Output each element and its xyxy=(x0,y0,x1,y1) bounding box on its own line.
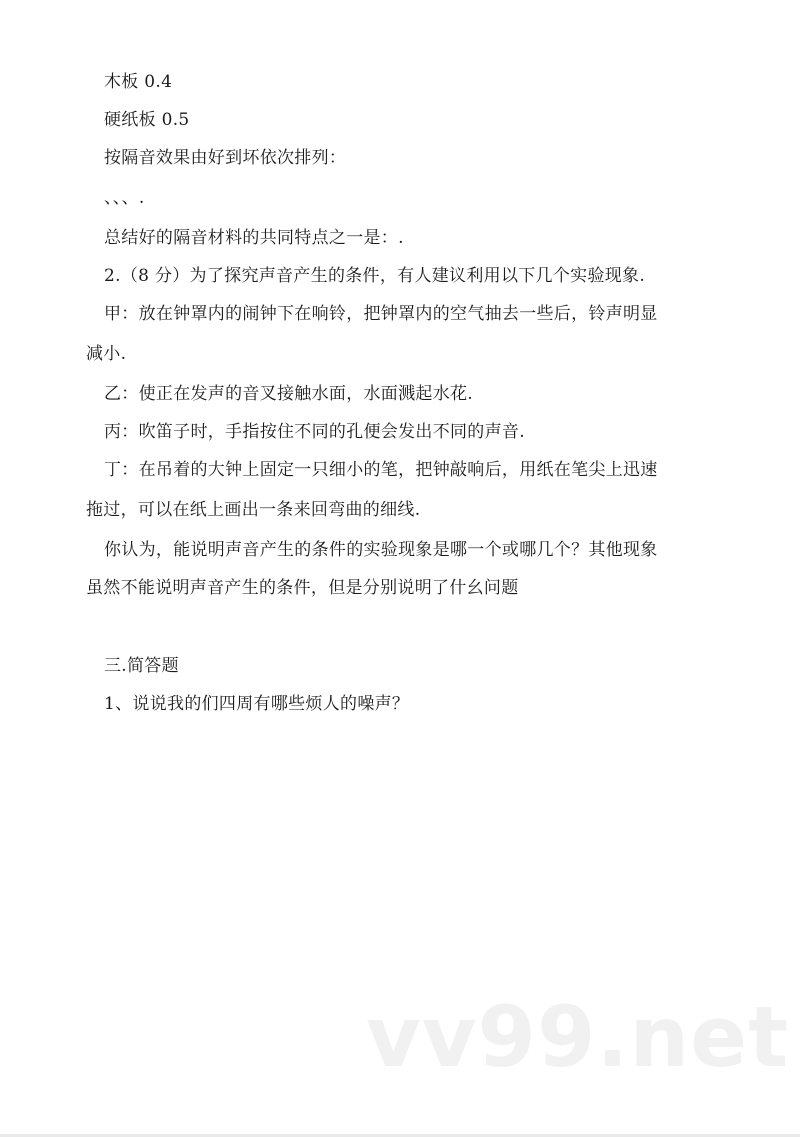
question-2-ask-cont: 虽然不能说明声音产生的条件，但是分别说明了什幺问题 xyxy=(86,578,519,598)
question-2-ask: 你认为，能说明声音产生的条件的实验现象是哪一个或哪几个？其他现象 xyxy=(104,540,658,560)
text-line: 总结好的隔音材料的共同特点之一是：. xyxy=(104,228,404,248)
text-line: 木板 0.4 xyxy=(104,72,173,92)
experiment-ding: 丁：在吊着的大钟上固定一只细小的笔，把钟敲响后，用纸在笔尖上迅速 xyxy=(104,460,658,480)
text-line: 硬纸板 0.5 xyxy=(104,110,190,130)
experiment-jia-cont: 减小. xyxy=(86,344,127,364)
watermark: vv99.net xyxy=(366,988,790,1086)
experiment-jia: 甲：放在钟罩内的闹钟下在响铃，把钟罩内的空气抽去一些后，铃声明显 xyxy=(104,304,658,324)
short-answer-question-1: 1、说说我的们四周有哪些烦人的噪声？ xyxy=(104,694,410,714)
experiment-yi: 乙：使正在发声的音叉接触水面，水面溅起水花. xyxy=(104,384,474,404)
text-line: 、、、. xyxy=(104,188,145,208)
text-line: 按隔音效果由好到坏依次排列： xyxy=(104,148,347,168)
section-heading: 三.简答题 xyxy=(104,656,179,676)
experiment-bing: 丙：吹笛子时，手指按住不同的孔便会发出不同的声音. xyxy=(104,422,525,442)
experiment-ding-cont: 拖过，可以在纸上画出一条来回弯曲的细线. xyxy=(86,500,421,520)
question-2-stem: 2.（8 分）为了探究声音产生的条件，有人建议利用以下几个实验现象. xyxy=(104,266,646,286)
